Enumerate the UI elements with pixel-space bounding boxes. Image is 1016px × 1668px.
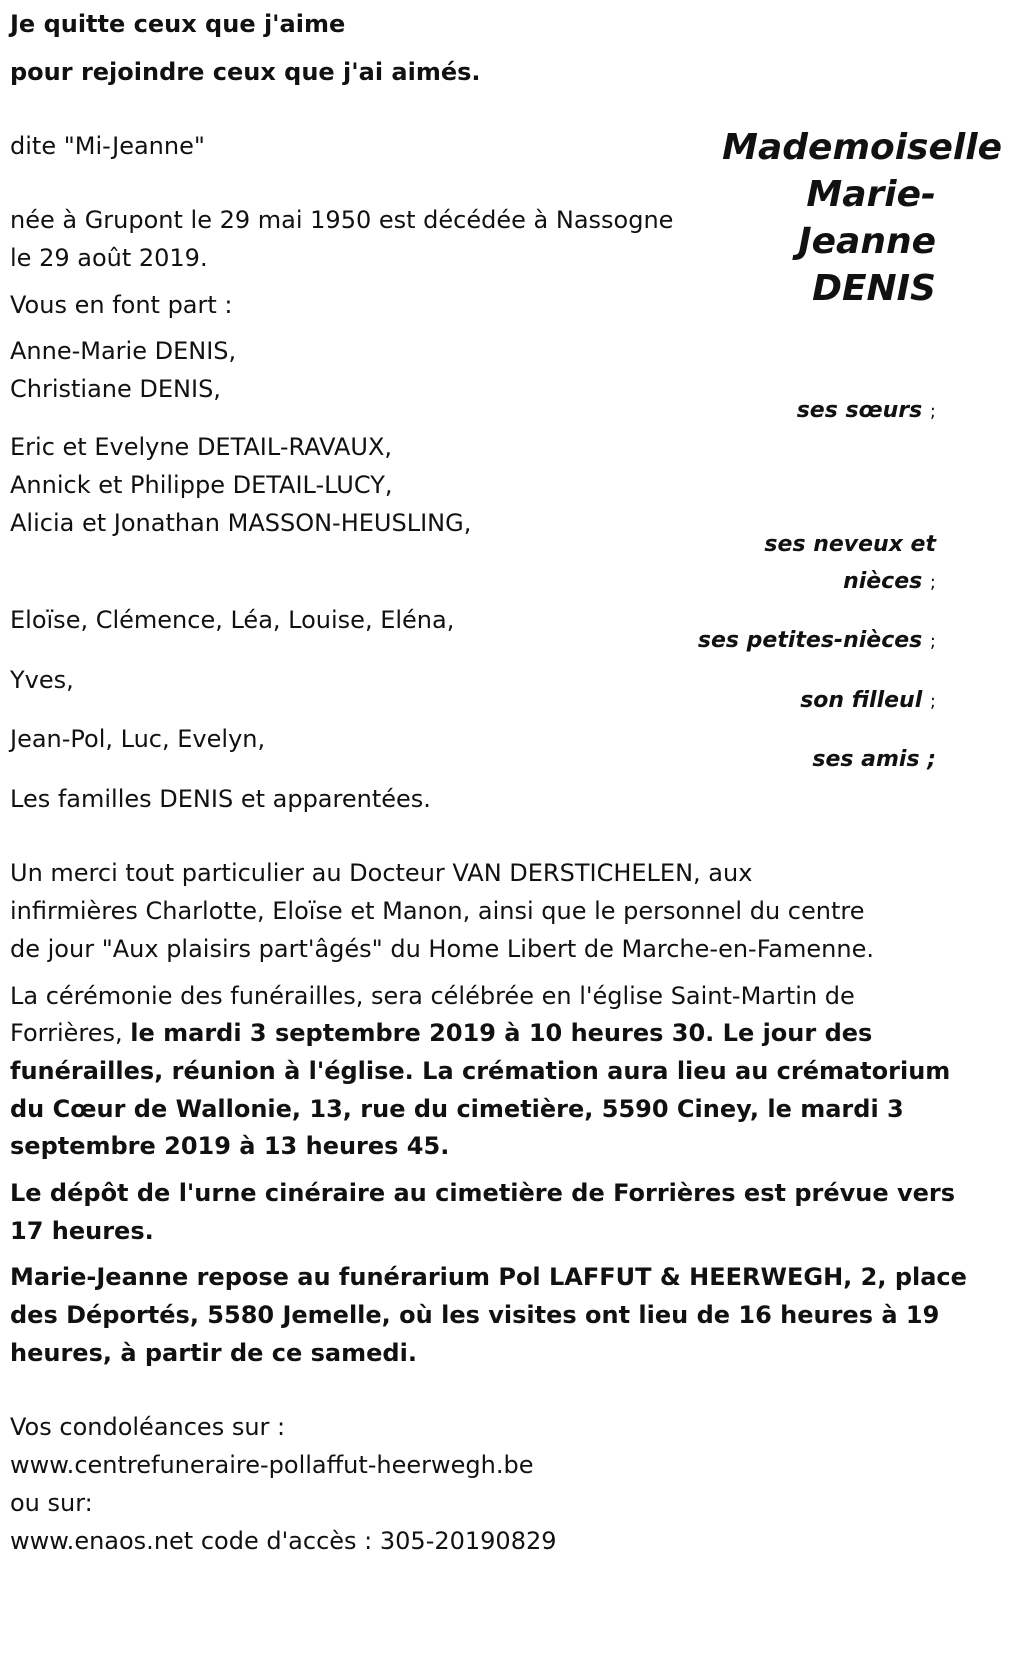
nephews-label-line-1: ses neveux et (764, 532, 936, 557)
godson-label: son filleul ; (800, 688, 936, 713)
announce-text: Vous en font part : (10, 291, 233, 319)
condolences-alt: ou sur: (10, 1489, 93, 1517)
ceremony-line-4: du Cœur de Wallonie, 13, rue du cimetière, 5590 Ciney, le mardi 3 (10, 1095, 904, 1123)
thanks-line-3: de jour "Aux plaisirs part'âgés" du Home Libert de Marche-en-Famenne. (10, 935, 874, 963)
sister-name: Christiane DENIS, (10, 375, 221, 403)
deceased-first-name-a: Marie- (806, 174, 936, 215)
sister-name: Anne-Marie DENIS, (10, 337, 237, 365)
godson-name: Yves, (10, 666, 74, 694)
repose-line-1: Marie-Jeanne repose au funérarium Pol LAFFUT & HEERWEGH, 2, place (10, 1263, 967, 1291)
birth-death-line-2: le 29 août 2019. (10, 244, 208, 272)
epigraph-line-2: pour rejoindre ceux que j'ai aimés. (10, 58, 481, 86)
urn-line-1: Le dépôt de l'urne cinéraire au cimetière de Forrières est prévue vers (10, 1179, 956, 1207)
nephew-couple: Alicia et Jonathan MASSON-HEUSLING, (10, 509, 472, 537)
thanks-line-2: infirmières Charlotte, Eloïse et Manon, ainsi que le personnel du centre (10, 897, 865, 925)
nephews-label-line-2: nièces ; (843, 569, 936, 594)
repose-line-2: des Déportés, 5580 Jemelle, où les visites ont lieu de 16 heures à 19 (10, 1301, 940, 1329)
deceased-last-name: DENIS (812, 268, 936, 309)
families-line: Les familles DENIS et apparentées. (10, 785, 431, 813)
condolences-link-1[interactable]: www.centrefuneraire-pollaffut-heerwegh.be (10, 1451, 534, 1479)
ceremony-line-2: Forrières, le mardi 3 septembre 2019 à 10 heures 30. Le jour des (10, 1019, 873, 1047)
deceased-title: Mademoiselle (722, 127, 1002, 168)
ceremony-line-5: septembre 2019 à 13 heures 45. (10, 1132, 450, 1160)
birth-death-line-1: née à Grupont le 29 mai 1950 est décédée à Nassogne (10, 206, 674, 234)
grandnieces-label: ses petites-nièces ; (697, 628, 936, 653)
epigraph-line-1: Je quitte ceux que j'aime (10, 10, 346, 38)
nickname: dite "Mi-Jeanne" (10, 132, 205, 160)
repose-line-3: heures, à partir de ce samedi. (10, 1339, 417, 1367)
nephew-couple: Annick et Philippe DETAIL-LUCY, (10, 471, 393, 499)
ceremony-line-3: funérailles, réunion à l'église. La crémation aura lieu au crématorium (10, 1057, 951, 1085)
thanks-line-1: Un merci tout particulier au Docteur VAN DERSTICHELEN, aux (10, 859, 753, 887)
deceased-first-name-b: Jeanne (798, 221, 936, 262)
friends-names: Jean-Pol, Luc, Evelyn, (10, 725, 266, 753)
condolences-link-2[interactable]: www.enaos.net code d'accès : 305-20190829 (10, 1527, 557, 1555)
sisters-label: ses sœurs ; (796, 398, 936, 423)
grandnieces-names: Eloïse, Clémence, Léa, Louise, Eléna, (10, 606, 455, 634)
urn-line-2: 17 heures. (10, 1217, 154, 1245)
nephew-couple: Eric et Evelyne DETAIL-RAVAUX, (10, 433, 393, 461)
friends-label: ses amis ; (812, 747, 936, 772)
ceremony-line-1: La cérémonie des funérailles, sera célébrée en l'église Saint-Martin de (10, 982, 855, 1010)
condolences-intro: Vos condoléances sur : (10, 1413, 286, 1441)
